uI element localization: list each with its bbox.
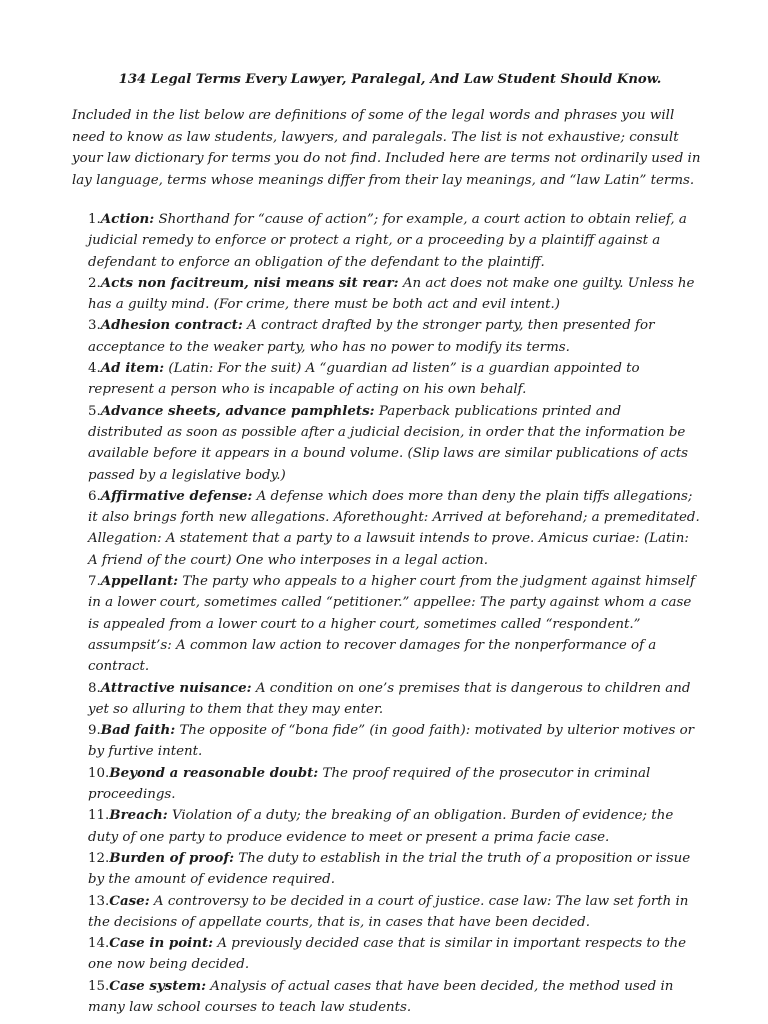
document-title: 134 Legal Terms Every Lawyer, Paralegal, And Law Student Should Know. xyxy=(118,72,662,87)
term-name: Burden of proof: xyxy=(109,849,235,866)
term-definition: Shorthand for “cause of action”; for example, a court action to obtain relief, a judicial remedy to enforce or protect a right, or a proceeding by a plaintiff against a defendant to enforce an obligation of the defendant to the plaintiff. xyxy=(88,212,687,270)
term-number: 14. xyxy=(88,936,110,952)
term-number: 6. xyxy=(88,488,101,504)
term-name: Adhesion contract: xyxy=(100,317,243,334)
term-definition: The party who appeals to a higher court from the judgment against himself in a lower court, sometimes called “petitioner.” appellee: The party against whom a case is appealed from a lower court to a higher court, sometimes called “respondent.” assumpsit’s: A common law action to recover damages for the nonperformance of a contract. xyxy=(88,574,695,675)
term-name: Case in point: xyxy=(109,935,214,952)
term-definition: A previously decided case that is similar in important respects to the one now being decided. xyxy=(88,936,687,973)
term-name: Beyond a reasonable doubt: xyxy=(109,764,319,781)
term-number: 3. xyxy=(88,318,101,334)
term-name: Case: xyxy=(109,892,150,909)
term-definition: (Latin: For the suit) A “guardian ad listen” is a guardian appointed to represent a person who is incapable of acting on his own behalf. xyxy=(88,361,640,398)
term-number: 9. xyxy=(88,723,101,739)
term-item xyxy=(88,358,700,401)
intro-paragraph: Included in the list below are definitions of some of the legal words and phrases you will need to know as law students, lawyers, and paralegals. The list is not exhaustive; consult your law dictionary for terms you do not find. Included here are terms not ordinarily used in lay language, terms whose meanings differ from their lay meanings, and “law Latin” terms. xyxy=(72,108,701,188)
term-number: 8. xyxy=(88,680,101,696)
term-number: 2. xyxy=(88,275,101,291)
term-item xyxy=(88,933,700,976)
term-number: 13. xyxy=(88,893,110,909)
term-name: Appellant: xyxy=(100,573,179,590)
term-number: 12. xyxy=(88,850,110,866)
term-definition: The proof required of the prosecutor in criminal proceedings. xyxy=(88,765,651,803)
term-definition: Violation of a duty; the breaking of an obligation. Burden of evidence; the duty of one party to produce evidence to meet or present a prima facie case. xyxy=(88,808,674,845)
term-definition: A controversy to be decided in a court of justice. case law: The law set forth in the decisions of appellate courts, that is, in cases that have been decided. xyxy=(88,893,689,930)
term-item xyxy=(88,209,700,273)
term-name: Advance sheets, advance pamphlets: xyxy=(100,402,375,419)
term-item xyxy=(88,273,700,316)
term-definition: Analysis of actual cases that have been decided, the method used in many law school courses to teach law students. xyxy=(88,978,674,1015)
term-item xyxy=(88,678,700,721)
term-definition: The duty to establish in the trial the truth of a proposition or issue by the amount of evidence required. xyxy=(88,850,691,888)
term-name: Attractive nuisance: xyxy=(100,679,252,696)
term-definition: A defense which does more than deny the plain tiffs allegations; it also brings forth new allegations. Aforethought: Arrived at beforehand; a premeditated. Allegation: A statement that a party to a lawsuit intends to prove. Amicus curiae: (Latin: A friend of the court) One who interposes in a legal action. xyxy=(88,488,700,568)
term-item xyxy=(88,486,700,571)
term-name: Affirmative defense: xyxy=(100,487,253,504)
term-name: Breach: xyxy=(109,807,168,824)
term-number: 10. xyxy=(88,765,110,781)
term-name: Bad faith: xyxy=(100,722,176,739)
term-item xyxy=(88,720,700,763)
term-number: 7. xyxy=(88,574,101,590)
term-definition: A contract drafted by the stronger party, then presented for acceptance to the weaker party, who has no power to modify its terms. xyxy=(88,318,655,355)
term-definition: An act does not make one guilty. Unless he has a guilty mind. (For crime, there must be both act and evil intent.) xyxy=(88,275,695,313)
term-item xyxy=(88,315,700,358)
term-number: 15. xyxy=(88,978,110,994)
term-name: Acts non facitreum, nisi means sit rear: xyxy=(100,274,399,291)
term-name: Ad item: xyxy=(100,360,165,377)
term-number: 1. xyxy=(88,212,101,227)
term-item xyxy=(88,763,700,806)
term-name: Case system: xyxy=(109,977,207,994)
term-number: 4. xyxy=(88,361,101,377)
terms-list xyxy=(88,209,700,1018)
term-item xyxy=(88,976,700,1019)
term-definition: Paperback publications printed and distributed as soon as possible after a judicial decision, in order that the information be available before it appears in a bound volume. (Slip laws are similar publications of acts passed by a legislative body.) xyxy=(88,403,689,483)
term-number: 11. xyxy=(88,808,110,824)
term-definition: The opposite of “bona fide” (in good faith): motivated by ulterior motives or by furtive intent. xyxy=(88,723,695,760)
term-item xyxy=(88,891,700,934)
term-item xyxy=(88,401,700,486)
term-number: 5. xyxy=(88,403,101,419)
term-definition: A condition on one’s premises that is dangerous to children and yet so alluring to them that they may enter. xyxy=(88,680,691,717)
term-item xyxy=(88,848,700,891)
term-item xyxy=(88,805,700,848)
term-item xyxy=(88,571,700,677)
term-name: Action: xyxy=(100,211,155,227)
